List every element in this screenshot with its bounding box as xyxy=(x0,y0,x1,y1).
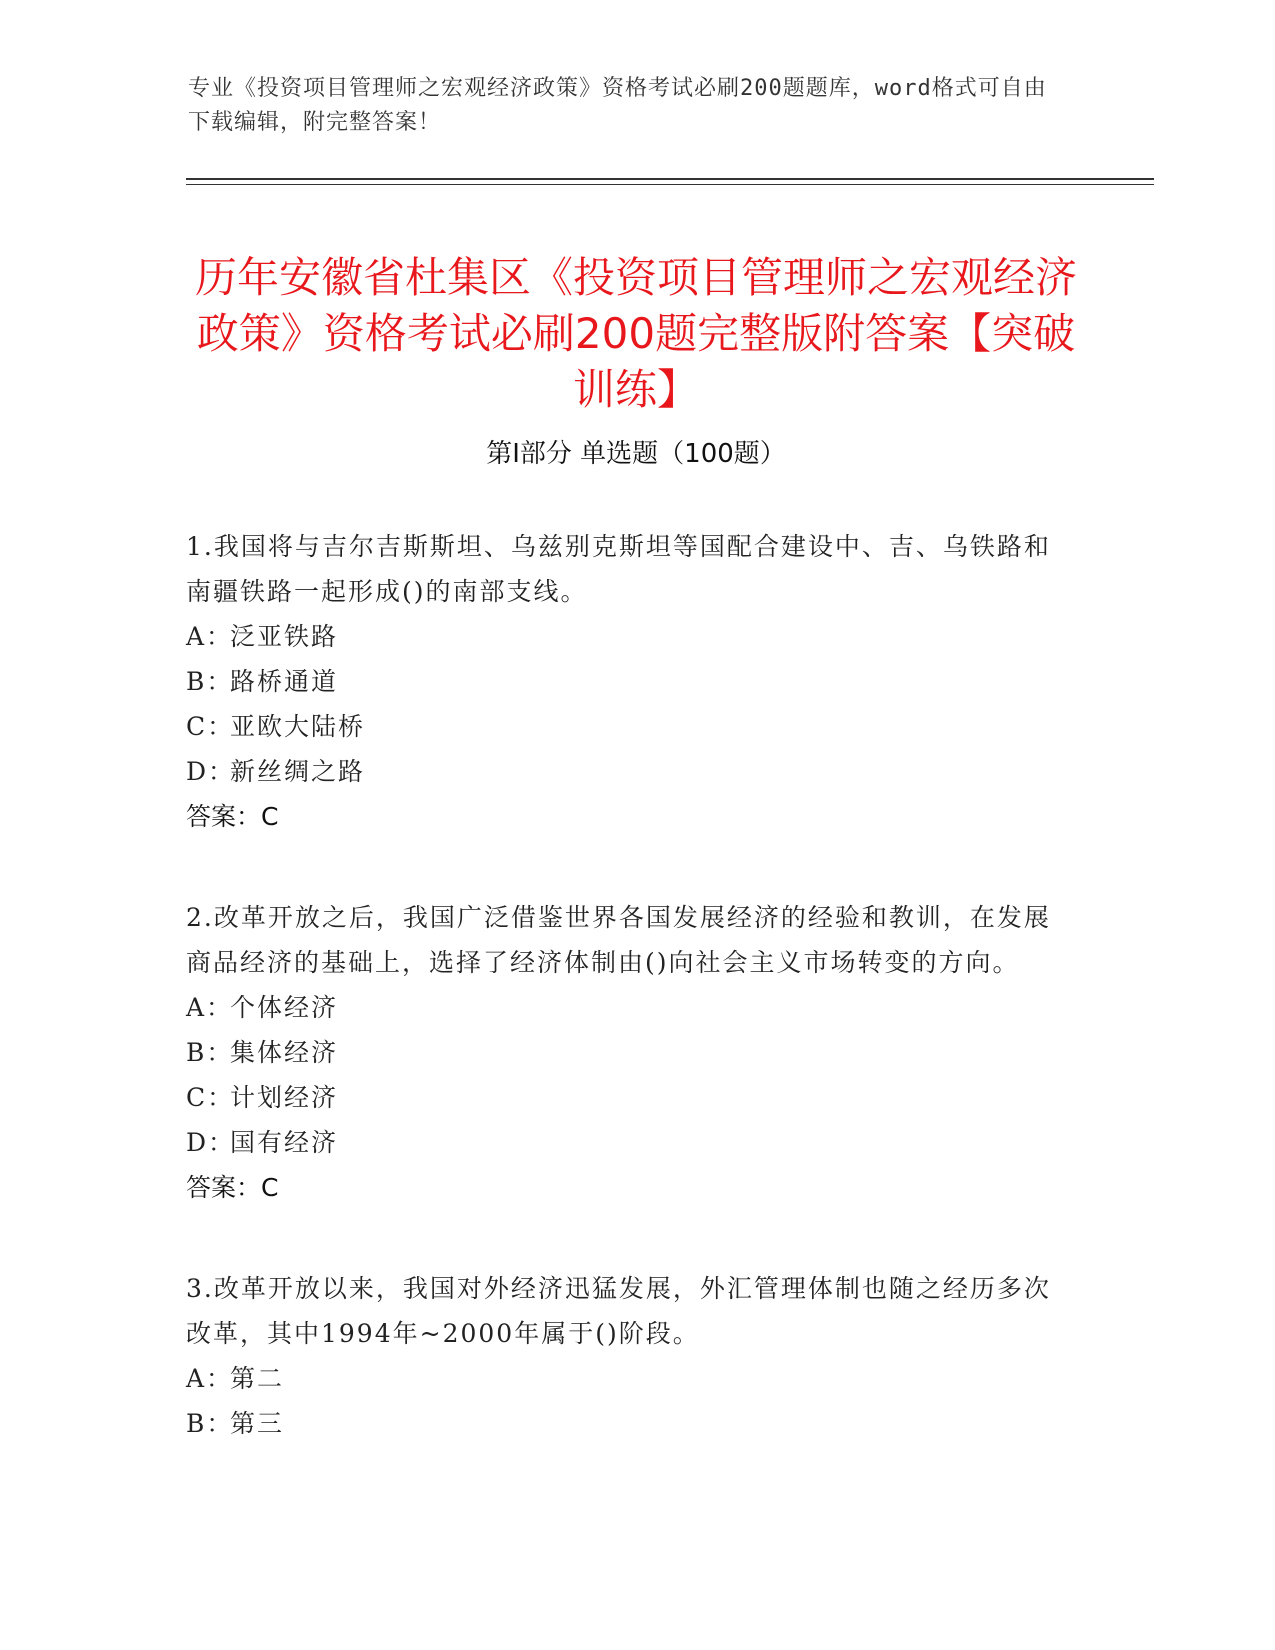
option-key: D： xyxy=(186,1128,236,1157)
option-text: 泛亚铁路 xyxy=(230,622,339,651)
option-key: C： xyxy=(186,712,235,741)
option-b xyxy=(186,659,1066,704)
question-3 xyxy=(186,1266,1066,1446)
option-c xyxy=(186,704,1066,749)
option-text: 第三 xyxy=(230,1409,285,1438)
option-key: B： xyxy=(186,1409,234,1438)
option-text: 第二 xyxy=(230,1364,285,1393)
answer-line: 答案：C xyxy=(186,1173,279,1202)
option-a xyxy=(186,614,1066,659)
option-text: 路桥通道 xyxy=(230,667,339,696)
question-2 xyxy=(186,895,1066,1210)
option-b xyxy=(186,1030,1066,1075)
option-key: A： xyxy=(186,1364,234,1393)
option-text: 集体经济 xyxy=(230,1038,339,1067)
document-title: 历年安徽省杜集区《投资项目管理师之宏观经济政策》资格考试必刷200题完整版附答案【突破训练】 xyxy=(194,253,1077,415)
option-key: A： xyxy=(186,622,234,651)
option-d xyxy=(186,749,1066,794)
option-text: 计划经济 xyxy=(230,1083,339,1112)
option-key: A： xyxy=(186,993,234,1022)
option-key: C： xyxy=(186,1083,235,1112)
option-a xyxy=(186,985,1066,1030)
option-key: B： xyxy=(186,1038,234,1067)
header-rule-thick xyxy=(186,178,1154,180)
question-stem: 3.改革开放以来，我国对外经济迅猛发展，外汇管理体制也随之经历多次改革，其中1994年~2000年属于()阶段。 xyxy=(186,1274,1051,1348)
option-key: B： xyxy=(186,667,234,696)
question-stem: 2.改革开放之后，我国广泛借鉴世界各国发展经济的经验和教训，在发展商品经济的基础上，选择了经济体制由()向社会主义市场转变的方向。 xyxy=(186,903,1051,977)
section-heading: 第I部分 单选题（100题） xyxy=(486,439,786,469)
option-text: 亚欧大陆桥 xyxy=(230,712,366,741)
question-list xyxy=(186,524,1066,1502)
option-text: 个体经济 xyxy=(230,993,339,1022)
header-rule-thin xyxy=(186,184,1154,185)
option-b xyxy=(186,1401,1066,1446)
option-c xyxy=(186,1075,1066,1120)
option-d xyxy=(186,1120,1066,1165)
option-text: 新丝绸之路 xyxy=(230,757,366,786)
question-1 xyxy=(186,524,1066,839)
option-key: D： xyxy=(186,757,236,786)
answer-line: 答案：C xyxy=(186,802,279,831)
option-text: 国有经济 xyxy=(230,1128,339,1157)
option-a xyxy=(186,1356,1066,1401)
header-note: 专业《投资项目管理师之宏观经济政策》资格考试必刷200题题库，word格式可自由下载编辑，附完整答案！ xyxy=(188,76,1047,135)
question-stem: 1.我国将与吉尔吉斯斯坦、乌兹别克斯坦等国配合建设中、吉、乌铁路和南疆铁路一起形成()的南部支线。 xyxy=(186,532,1051,606)
